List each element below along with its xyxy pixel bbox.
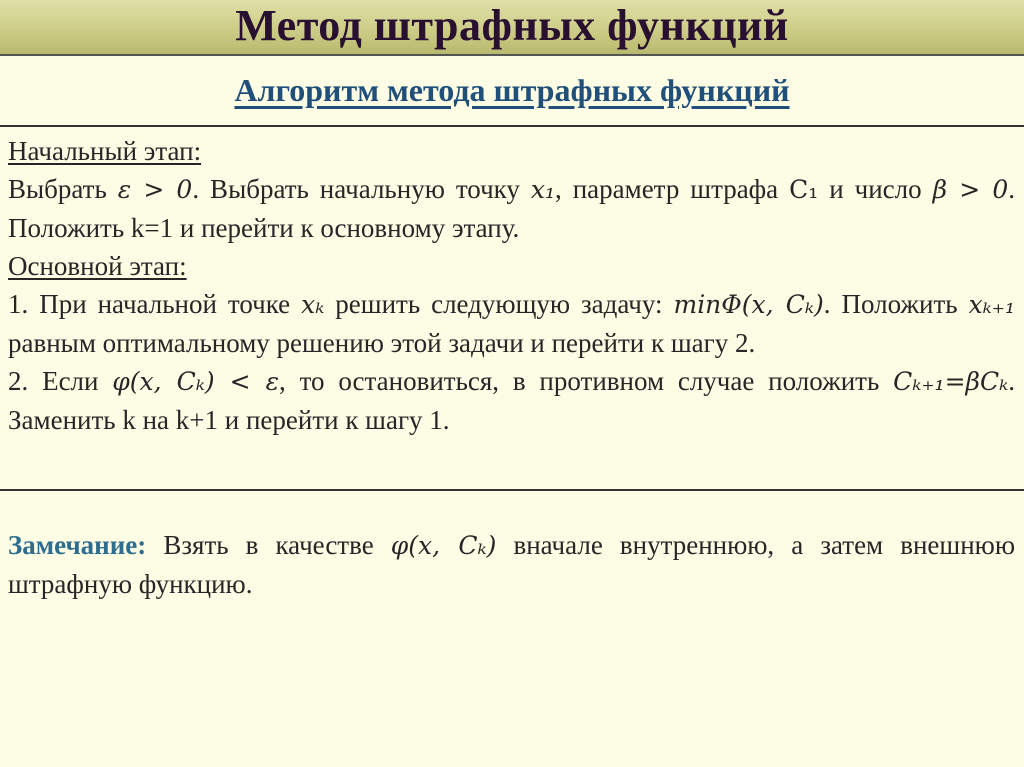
math-phi-lt-eps: φ(x, Cₖ) < ε — [112, 367, 280, 396]
remark-text-2: вначале внутреннюю, а затем внешнюю штрафную функцию. — [8, 530, 1015, 599]
math-beta-gt0: β > 0 — [932, 175, 1009, 204]
math-eps-gt0: ε > 0 — [117, 175, 193, 204]
initial-stage-heading-text: Начальный этап: — [8, 136, 202, 166]
math-xk1: xₖ₊₁ — [968, 290, 1016, 319]
step2-text-3: . Заменить k на k+1 и перейти к шагу 1. — [8, 366, 1015, 435]
remark-block — [8, 526, 1015, 603]
initial-stage-text — [8, 170, 1015, 247]
step1-text-4: равным оптимальному решению этой задачи и перейти к шагу 2. — [8, 328, 756, 358]
math-c1: C₁ — [789, 175, 819, 204]
math-min-phi: minΦ(x, Cₖ) — [673, 290, 824, 319]
initial-stage-heading — [8, 132, 1015, 170]
initial-text-2: . Выбрать начальную точку — [192, 174, 531, 204]
remark-paragraph — [8, 526, 1015, 603]
main-stage-heading-text: Основной этап: — [8, 251, 187, 281]
subtitle-area — [0, 56, 1024, 124]
algorithm-body — [8, 132, 1015, 439]
step1-text-3: . Положить — [823, 289, 969, 319]
initial-text-3: , параметр штрафа — [554, 174, 790, 204]
initial-text-4: и число — [818, 174, 933, 204]
main-stage-heading — [8, 247, 1015, 285]
math-ck1: Cₖ₊₁=βCₖ — [893, 367, 1009, 396]
slide-subtitle: Алгоритм метода штрафных функций — [234, 71, 790, 108]
step1-text-1: 1. При начальной точке — [8, 289, 302, 319]
step2-text-2: , то остановиться, в противном случае положить — [279, 366, 894, 396]
math-x1: x₁ — [530, 175, 555, 204]
initial-text-1: Выбрать — [8, 174, 118, 204]
slide-title: Метод штрафных функций — [235, 0, 789, 50]
step2-text-1: 2. Если — [8, 366, 113, 396]
math-phi: φ(x, Cₖ) — [390, 531, 497, 560]
divider-bottom — [0, 489, 1024, 491]
step-2 — [8, 362, 1015, 439]
title-bar — [0, 0, 1024, 56]
remark-text-1: Взять в качестве — [146, 530, 391, 560]
math-xk: xₖ — [301, 290, 325, 319]
divider-top — [0, 125, 1024, 127]
initial-text-5: . Положить k=1 и перейти к основному этапу. — [8, 174, 1015, 243]
step1-text-2: решить следующую задачу: — [324, 289, 674, 319]
step-1 — [8, 285, 1015, 362]
remark-label: Замечание: — [8, 530, 147, 560]
